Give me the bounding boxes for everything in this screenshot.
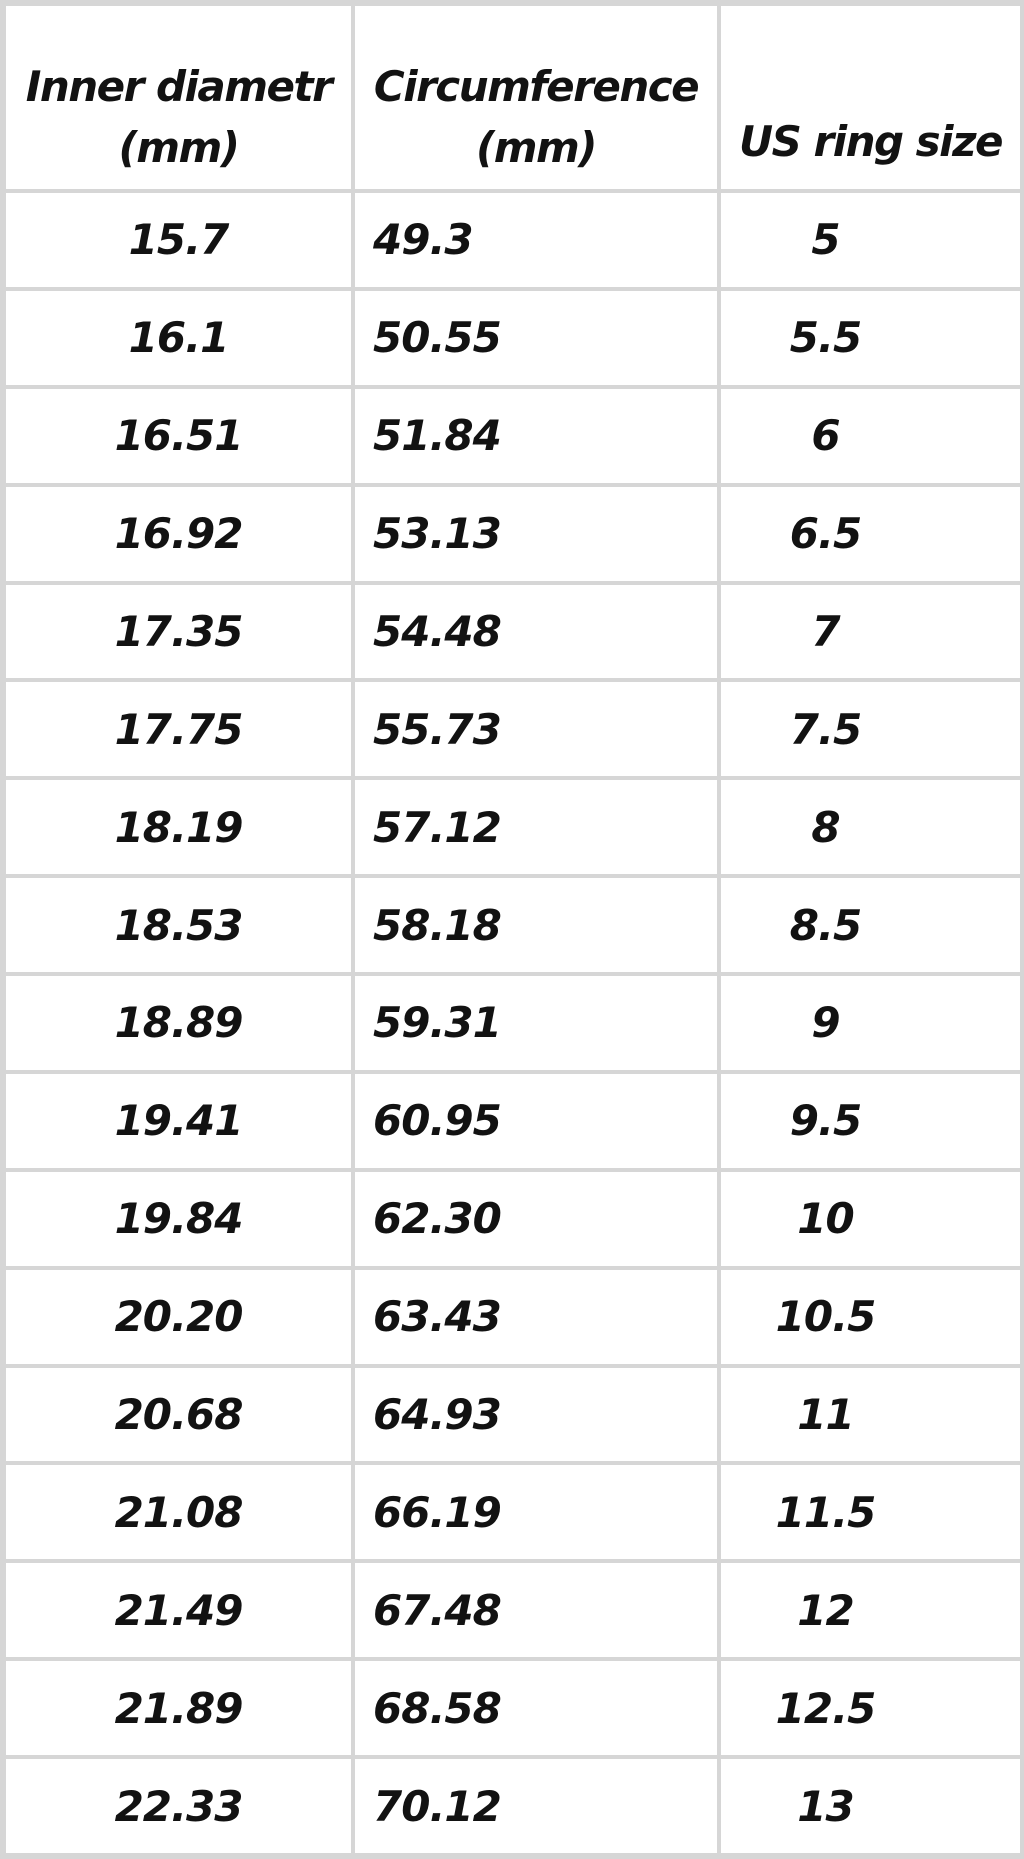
cell-row13-col3: 11 — [721, 1368, 1020, 1462]
header-us-ring-size-label: US ring size — [739, 117, 1002, 167]
cell-row17-col3: 13 — [721, 1759, 1020, 1853]
cell-row2-col1: 16.1 — [6, 291, 351, 385]
cell-row9-col3: 9 — [721, 976, 1020, 1070]
cell-row11-col1: 19.84 — [6, 1172, 351, 1266]
cell-row1-col3: 5 — [721, 193, 1020, 287]
cell-row3-col1: 16.51 — [6, 389, 351, 483]
cell-row11-col3: 10 — [721, 1172, 1020, 1266]
cell-row8-col3: 8.5 — [721, 878, 1020, 972]
cell-row5-col3: 7 — [721, 585, 1020, 679]
cell-row15-col1: 21.49 — [6, 1563, 351, 1657]
cell-row15-col2: 67.48 — [355, 1563, 717, 1657]
cell-row2-col3: 5.5 — [721, 291, 1020, 385]
cell-row16-col2: 68.58 — [355, 1661, 717, 1755]
cell-row1-col1: 15.7 — [6, 193, 351, 287]
cell-row16-col1: 21.89 — [6, 1661, 351, 1755]
header-circumference-line1: Circumference — [373, 62, 699, 112]
cell-row11-col2: 62.30 — [355, 1172, 717, 1266]
cell-row3-col2: 51.84 — [355, 389, 717, 483]
cell-row8-col1: 18.53 — [6, 878, 351, 972]
header-inner-diameter-line1: Inner diametr — [25, 62, 332, 112]
cell-row3-col3: 6 — [721, 389, 1020, 483]
header-us-ring-size — [721, 6, 1020, 189]
cell-row9-col1: 18.89 — [6, 976, 351, 1070]
header-inner-diameter-unit: (mm) — [118, 123, 239, 173]
cell-row16-col3: 12.5 — [721, 1661, 1020, 1755]
cell-row4-col1: 16.92 — [6, 487, 351, 581]
cell-row2-col2: 50.55 — [355, 291, 717, 385]
cell-row7-col1: 18.19 — [6, 780, 351, 874]
cell-row10-col3: 9.5 — [721, 1074, 1020, 1168]
cell-row6-col3: 7.5 — [721, 682, 1020, 776]
cell-row5-col1: 17.35 — [6, 585, 351, 679]
cell-row4-col3: 6.5 — [721, 487, 1020, 581]
cell-row12-col1: 20.20 — [6, 1270, 351, 1364]
cell-row14-col2: 66.19 — [355, 1465, 717, 1559]
cell-row14-col3: 11.5 — [721, 1465, 1020, 1559]
header-inner-diameter — [6, 6, 351, 189]
cell-row4-col2: 53.13 — [355, 487, 717, 581]
cell-row12-col2: 63.43 — [355, 1270, 717, 1364]
cell-row13-col2: 64.93 — [355, 1368, 717, 1462]
cell-row13-col1: 20.68 — [6, 1368, 351, 1462]
cell-row17-col2: 70.12 — [355, 1759, 717, 1853]
cell-row12-col3: 10.5 — [721, 1270, 1020, 1364]
cell-row1-col2: 49.3 — [355, 193, 717, 287]
cell-row7-col2: 57.12 — [355, 780, 717, 874]
cell-row9-col2: 59.31 — [355, 976, 717, 1070]
cell-row7-col3: 8 — [721, 780, 1020, 874]
cell-row15-col3: 12 — [721, 1563, 1020, 1657]
header-circumference — [355, 6, 717, 189]
header-circumference-unit: (mm) — [476, 123, 596, 173]
cell-row10-col2: 60.95 — [355, 1074, 717, 1168]
cell-row17-col1: 22.33 — [6, 1759, 351, 1853]
cell-row14-col1: 21.08 — [6, 1465, 351, 1559]
cell-row6-col2: 55.73 — [355, 682, 717, 776]
cell-row6-col1: 17.75 — [6, 682, 351, 776]
cell-row10-col1: 19.41 — [6, 1074, 351, 1168]
cell-row5-col2: 54.48 — [355, 585, 717, 679]
cell-row8-col2: 58.18 — [355, 878, 717, 972]
